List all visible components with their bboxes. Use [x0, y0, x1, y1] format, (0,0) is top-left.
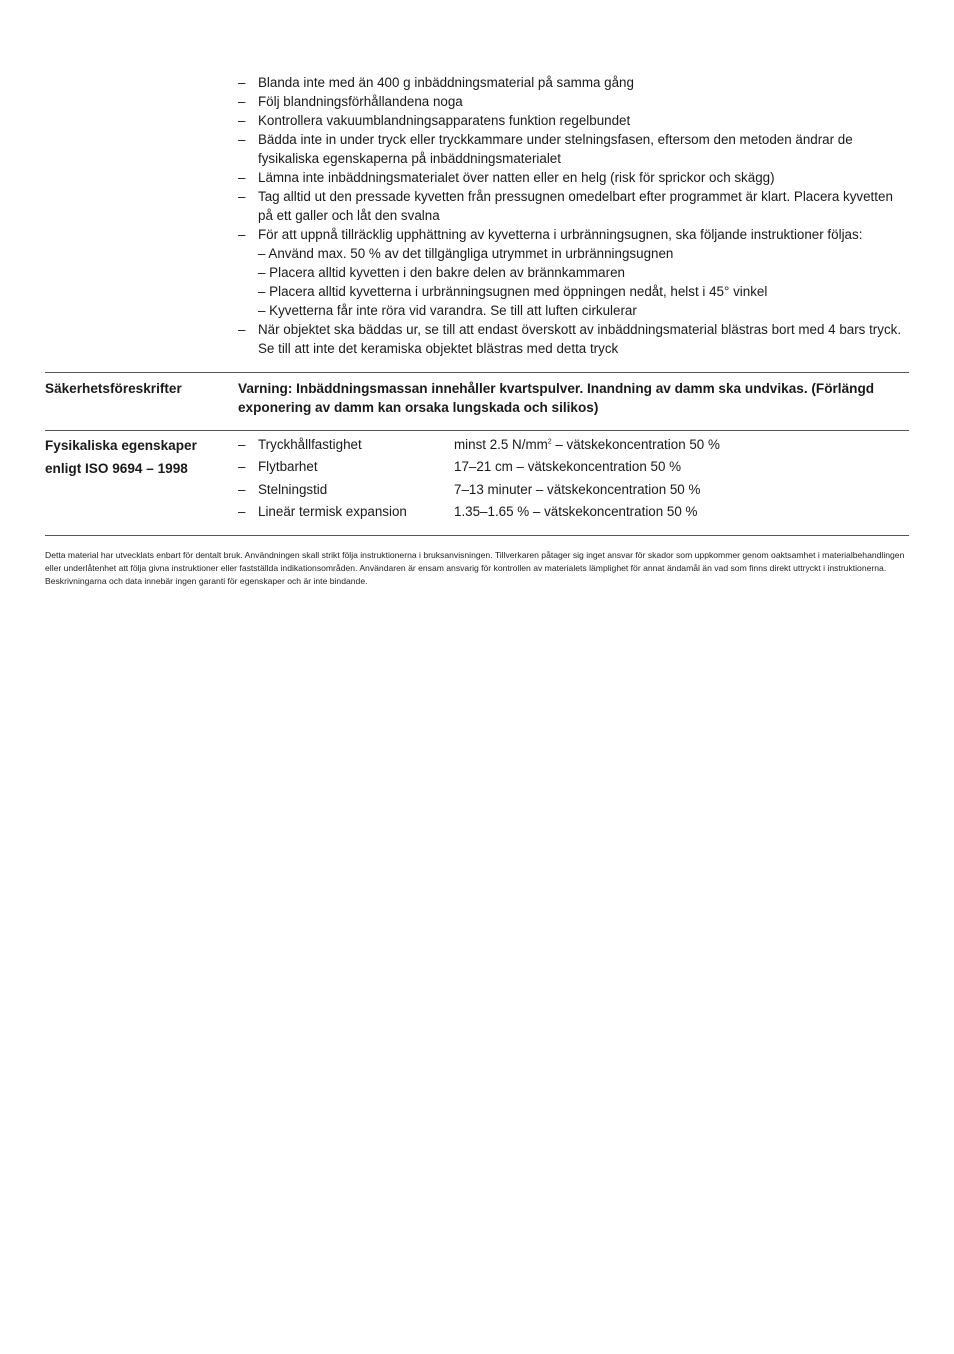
bullet-dash: – [238, 227, 246, 242]
property-name: Lineär termisk expansion [258, 503, 407, 519]
legal-disclaimer: Detta material har utvecklats enbart för dentalt bruk. Användningen skall strikt följa instruktionerna i bruksanvisningen. Tillverkaren påtager sig inget ansvar för skador som uppkommer genom oaktsamhet i materialbehandlingen eller underlåtenhet att följa givna instruktioner eller fastställda indikationsområden. Användaren är ensam ansvarig för kontrollen av materialets lämplighet för annat ändamål än vad som finns direkt uttryckt i instruktionerna. Beskrivningarna och data innebär ingen garanti för egenskaper och är inte bindande. [45, 550, 905, 586]
property-value: 1.35–1.65 % – vätskekoncentration 50 % [454, 503, 698, 519]
bullet-dash: – [238, 322, 246, 337]
instruction-text: Lämna inte inbäddningsmaterialet över natten eller en helg (risk för sprickor och skägg) [258, 170, 775, 185]
instruction-text: För att uppnå tillräcklig upphättning av kyvetterna i urbränningsugnen, ska följande instruktioner följas: [258, 227, 863, 242]
physical-label-line: Fysikaliska egenskaper [45, 438, 197, 453]
safety-warning: Varning: Inbäddningsmassan innehåller kvartspulver. Inandning av damm ska undvikas. (Förlängd exponering av damm kan orsaka lungskada och silikos) [238, 381, 875, 415]
bullet-dash: – [238, 481, 246, 497]
sub-instruction: – Placera alltid kyvetterna i urbränningsugnen med öppningen nedåt, helst i 45° vinkel [258, 284, 768, 299]
instruction-text: Bädda inte in under tryck eller tryckkammare under stelningsfasen, eftersom den metoden ändrar de fysikaliska egenskaperna på inbäddningsmaterialet [258, 132, 853, 166]
physical-properties-label [45, 434, 230, 480]
bullet-dash: – [238, 459, 246, 475]
sub-instruction: – Använd max. 50 % av det tillgängliga utrymmet in urbränningsugnen [258, 246, 674, 261]
property-row [238, 456, 908, 478]
bullet-dash: – [238, 132, 246, 147]
bullet-dash: – [238, 94, 246, 109]
section-divider [45, 372, 909, 373]
instruction-item [238, 111, 908, 130]
property-value: minst 2.5 $N/mm^2$ – vätskekoncentration 50 % [454, 437, 720, 452]
instruction-item [238, 73, 908, 92]
property-row [238, 479, 908, 501]
instruction-item [238, 168, 908, 187]
property-value: 17–21 cm – vätskekoncentration 50 % [454, 459, 682, 475]
instruction-text: När objektet ska bäddas ur, se till att endast överskott av inbäddningsmaterial blästras bort med 4 bars tryck. Se till att inte det keramiska objektet blästras med detta tryck [258, 322, 902, 356]
property-value: 7–13 minuter – vätskekoncentration 50 % [454, 481, 701, 497]
sub-instruction: – Kyvetterna får inte röra vid varandra. Se till att luften cirkulerar [258, 303, 637, 318]
instruction-text: Följ blandningsförhållandena noga [258, 94, 463, 109]
property-name: Flytbarhet [258, 459, 318, 475]
bullet-dash: – [238, 113, 246, 128]
instruction-item [238, 130, 908, 168]
properties-table [238, 434, 908, 523]
property-name: Stelningstid [258, 481, 328, 497]
instruction-item [238, 320, 908, 358]
instruction-text: Blanda inte med än 400 g inbäddningsmaterial på samma gång [258, 75, 634, 90]
property-row [238, 501, 908, 523]
bullet-dash: – [238, 75, 246, 90]
property-row [238, 434, 908, 456]
instruction-text: Kontrollera vakuumblandningsapparatens funktion regelbundet [258, 113, 631, 128]
sub-instruction: – Placera alltid kyvetten i den bakre delen av brännkammaren [258, 265, 625, 280]
bullet-dash: – [238, 437, 246, 452]
instruction-text: Tag alltid ut den pressade kyvetten från pressugnen omedelbart efter programmet är klart. Placera kyvetten på ett galler och låt den svalna [258, 189, 893, 223]
safety-label: Säkerhetsföreskrifter [45, 381, 182, 396]
instruction-item [238, 92, 908, 111]
instruction-item [238, 187, 908, 225]
property-name: Tryckhållfastighet [258, 437, 362, 452]
instruction-list [238, 73, 908, 358]
bullet-dash: – [238, 189, 246, 204]
bullet-dash: – [238, 503, 246, 519]
bullet-dash: – [238, 170, 246, 185]
section-divider [45, 535, 909, 536]
instruction-item [238, 225, 908, 320]
physical-label-line: enligt ISO 9694 – 1998 [45, 461, 188, 476]
section-divider [45, 430, 909, 431]
